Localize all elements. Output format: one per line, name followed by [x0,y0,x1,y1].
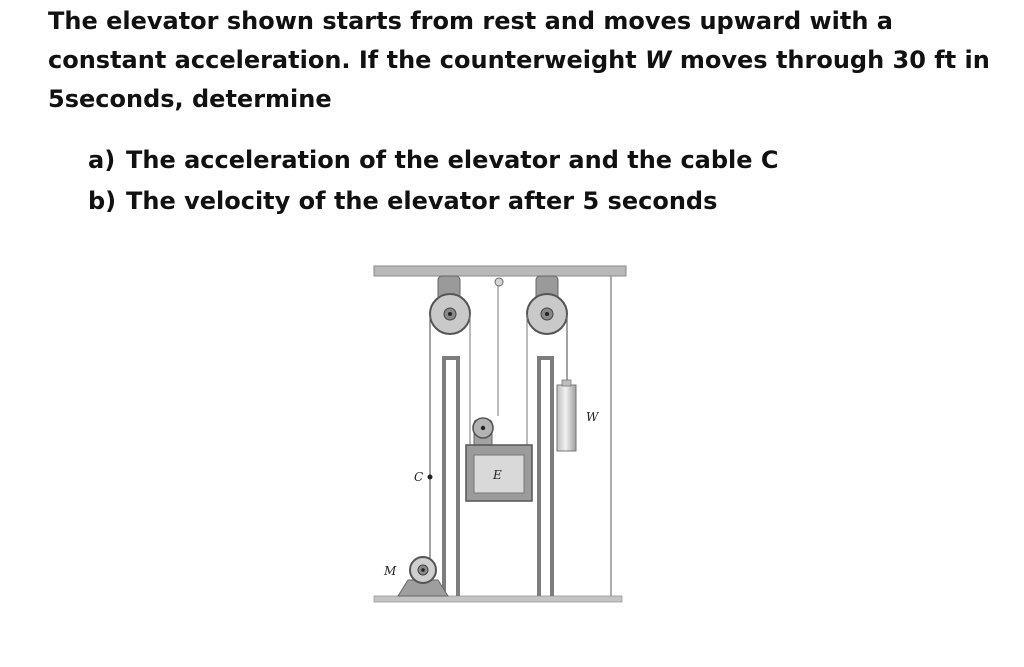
label-W: W [586,410,599,424]
right-guide-rail [539,358,552,596]
part-a-text: The acceleration of the elevator and the cable C [126,146,779,174]
counterweight [557,385,576,451]
ceiling-anchor [495,278,503,286]
part-b [88,181,779,222]
part-b-text: The velocity of the elevator after 5 seconds [126,187,718,215]
label-E: E [493,468,502,482]
part-a [88,140,779,181]
part-a-tag: a) [88,146,116,174]
problem-statement [48,2,998,119]
question-parts [88,140,779,222]
right-pulley-axle [545,312,549,316]
ceiling-beam [374,266,626,276]
counterweight-symbol: W [645,46,672,74]
part-b-tag: b) [88,187,117,215]
counterweight-cap [562,380,571,386]
floor [374,596,622,602]
left-pulley-axle [448,312,452,316]
elevator-diagram [366,258,628,630]
problem-text [48,2,998,119]
elevator-pulley-axle [481,426,485,430]
left-guide-rail [444,358,458,596]
elevator-figure [366,258,628,630]
label-C: C [414,470,424,484]
label-M: M [384,564,397,578]
cable-C-marker [428,475,433,480]
problem-text-start: The elevator shown starts from rest and moves upward with a constant acceleration. If the counterweight [48,7,893,74]
motor-axle [421,568,425,572]
problem-text-end: moves through 30 ft in 5seconds, determine [48,46,990,113]
